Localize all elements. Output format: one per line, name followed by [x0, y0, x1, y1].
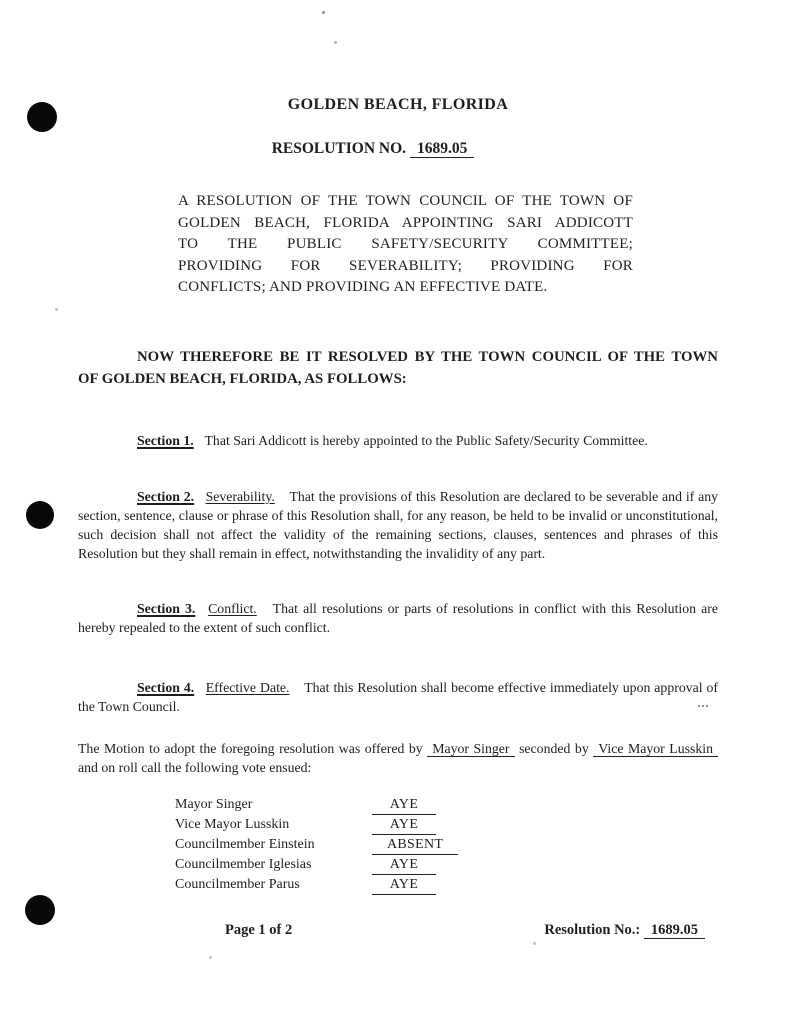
- resolution-number-line: [53, 140, 693, 158]
- document-title: GOLDEN BEACH, FLORIDA: [287, 96, 509, 113]
- vote-value: AYE: [372, 876, 436, 896]
- caption-line: TO THE PUBLIC SAFETY/SECURITY COMMITTEE;: [178, 236, 633, 252]
- roll-call-row: [175, 876, 718, 896]
- member-name: Councilmember Iglesias: [175, 856, 312, 872]
- page-number-label: Page 1 of 2: [225, 922, 293, 939]
- roll-call-list: [175, 796, 718, 896]
- vote-value: AYE: [372, 856, 436, 876]
- motion-text: and on roll call the following vote ensued:: [78, 760, 312, 775]
- section-body: That Sari Addicott is hereby appointed to the Public Safety/Security Committee.: [204, 432, 648, 448]
- footer-resolution-label: Resolution No.:: [544, 922, 641, 939]
- vote-value: AYE: [372, 816, 436, 836]
- footer-resolution-number: 1689.05: [644, 922, 705, 939]
- caption-line: GOLDEN BEACH, FLORIDA APPOINTING SARI ADDICOTT: [178, 214, 633, 231]
- resolution-caption: [178, 191, 633, 299]
- resolved-clause-line: OF GOLDEN BEACH, FLORIDA, AS FOLLOWS:: [78, 370, 407, 387]
- resolved-clause: [78, 346, 718, 390]
- section-3-paragraph: [78, 599, 718, 637]
- member-name: Mayor Singer: [175, 796, 253, 812]
- resolution-number-label: RESOLUTION NO.: [271, 140, 407, 157]
- section-body: That the provisions of this Resolution are declared to be severable and if any section, sentence, clause or phrase of this Resolution shall, for any reason, be held to be invalid or unconstitutional, such decision shall not affect the validity of the remaining sections, clauses, sentences and phrases of this Resolution but they shall remain in effect, notwithstanding the invalidity of any part.: [78, 488, 719, 561]
- caption-line: PROVIDING FOR SEVERABILITY; PROVIDING FOR: [178, 257, 633, 274]
- roll-call-row: [175, 836, 718, 856]
- motion-text: The Motion to adopt the foregoing resolution was offered by: [78, 740, 423, 756]
- member-name: Councilmember Einstein: [175, 836, 315, 852]
- section-subheading: Conflict.: [208, 600, 257, 616]
- section-subheading: Severability.: [205, 488, 275, 504]
- motion-paragraph: [78, 739, 718, 778]
- seconded-by-name: Vice Mayor Lusskin: [593, 741, 718, 757]
- vote-value: ABSENT: [372, 836, 458, 856]
- member-name: Vice Mayor Lusskin: [175, 816, 290, 832]
- vote-value: AYE: [372, 796, 436, 816]
- resolution-number: 1689.05: [410, 140, 474, 158]
- member-name: Councilmember Parus: [175, 876, 300, 892]
- resolved-clause-line: NOW THEREFORE BE IT RESOLVED BY THE TOWN COUNCIL OF THE TOWN: [137, 348, 718, 365]
- section-1-paragraph: [78, 431, 718, 450]
- caption-line: A RESOLUTION OF THE TOWN COUNCIL OF THE TOWN OF: [178, 193, 633, 209]
- roll-call-row: [175, 796, 718, 816]
- section-body: That all resolutions or parts of resolutions in conflict with this Resolution are hereby repealed to the extent of such conflict.: [78, 600, 719, 635]
- section-subheading: Effective Date.: [205, 679, 290, 695]
- section-heading: Section 3.: [137, 600, 196, 616]
- section-body: That this Resolution shall become effective immediately upon approval of the Town Council.: [78, 679, 719, 714]
- section-heading: Section 1.: [137, 432, 194, 448]
- motion-text: seconded by: [519, 740, 589, 756]
- section-heading: Section 2.: [137, 488, 195, 504]
- roll-call-row: [175, 856, 718, 876]
- page-footer: [78, 922, 718, 939]
- footer-resolution-line: [544, 922, 705, 939]
- section-2-paragraph: [78, 487, 718, 563]
- section-heading: Section 4.: [137, 679, 195, 695]
- offered-by-name: Mayor Singer: [427, 741, 514, 757]
- caption-line: CONFLICTS; AND PROVIDING AN EFFECTIVE DATE.: [178, 279, 548, 295]
- section-4-paragraph: [78, 678, 718, 716]
- roll-call-row: [175, 816, 718, 836]
